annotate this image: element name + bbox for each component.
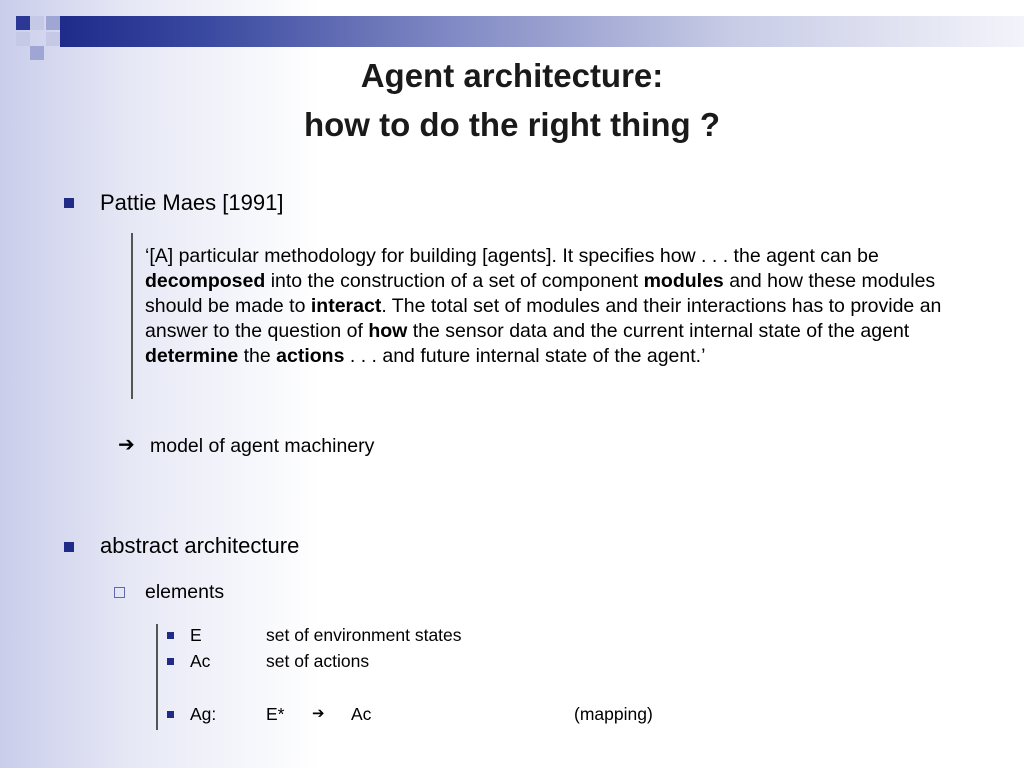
corner-square bbox=[16, 16, 30, 30]
slide-subtitle: how to do the right thing ? bbox=[303, 106, 721, 143]
element-description: set of environment states bbox=[266, 625, 462, 645]
corner-square bbox=[30, 16, 44, 30]
bullet-square-icon bbox=[64, 198, 74, 208]
corner-square bbox=[46, 32, 60, 46]
corner-square bbox=[16, 32, 30, 46]
mapping-symbol: Ag: bbox=[190, 704, 217, 724]
title-gradient-bar bbox=[60, 16, 1024, 47]
arrow-right-icon: ➔ bbox=[118, 434, 135, 456]
quote-emphasis: modules bbox=[643, 270, 724, 292]
bullet-abstract: abstract architecture bbox=[100, 533, 300, 558]
slide-title: Agent architecture: bbox=[360, 57, 664, 94]
quote-text: the bbox=[238, 345, 277, 367]
quote-emphasis: decomposed bbox=[145, 270, 266, 292]
element-description: set of actions bbox=[266, 651, 370, 671]
quote-emphasis: determine bbox=[145, 345, 239, 367]
corner-square bbox=[46, 16, 60, 30]
quote-emphasis: interact bbox=[310, 295, 382, 317]
elements-bar bbox=[156, 624, 158, 730]
quote-text: ‘[A] particular methodology for building [agents]. It specifies how . . . the agent can be bbox=[145, 245, 879, 267]
small-bullet-icon bbox=[167, 711, 174, 718]
mapping-domain: E* bbox=[266, 704, 285, 724]
maes-quote bbox=[145, 244, 945, 369]
quote-text: into the construction of a set of component bbox=[265, 270, 644, 292]
quote-emphasis: how bbox=[368, 320, 408, 342]
mapping-codomain: Ac bbox=[351, 704, 372, 724]
bullet-square-icon bbox=[64, 542, 74, 552]
arrow-right-icon: ➔ bbox=[312, 705, 325, 722]
bullet-maes: Pattie Maes [1991] bbox=[100, 190, 284, 215]
quote-text: . The total set of modules and their interactions has to provide an answer to the question of bbox=[145, 295, 942, 342]
quote-bar bbox=[131, 233, 133, 399]
small-bullet-icon bbox=[167, 658, 174, 665]
hollow-bullet-icon bbox=[114, 587, 125, 598]
implication-text: model of agent machinery bbox=[150, 435, 375, 457]
quote-text: the sensor data and the current internal state of the agent bbox=[407, 320, 910, 342]
mapping-note: (mapping) bbox=[574, 704, 653, 724]
quote-text: and how these modules should be made to bbox=[145, 270, 936, 317]
element-symbol: Ac bbox=[190, 651, 211, 671]
element-symbol: E bbox=[190, 625, 202, 645]
quote-emphasis: actions bbox=[276, 345, 345, 367]
elements-label: elements bbox=[145, 581, 225, 603]
small-bullet-icon bbox=[167, 632, 174, 639]
quote-text: . . . and future internal state of the agent.’ bbox=[344, 345, 706, 367]
